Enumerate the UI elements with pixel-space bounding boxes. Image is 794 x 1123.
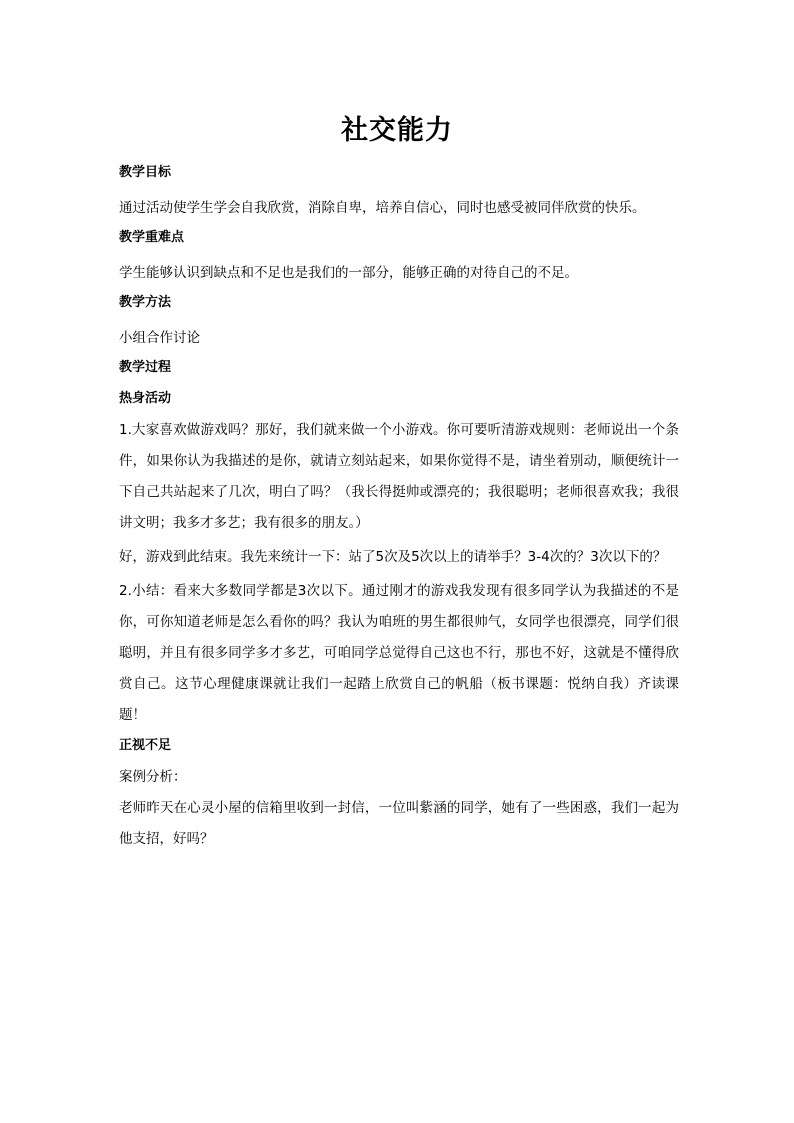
paragraph-key-difficulties: 学生能够认识到缺点和不足也是我们的一部分，能够正确的对待自己的不足。 bbox=[119, 265, 578, 281]
document-body bbox=[119, 162, 679, 855]
paragraph-summary: 2.小结：看来大多数同学都是3次以下。通过刚才的游戏我发现有很多同学认为我描述的不是你，可你知道老师是怎么看你的吗？我认为咱班的男生都很帅气，女同学也很漂亮，同学们很聪明，并且有很多同学多才多艺，可咱同学总觉得自己这也不行，那也不好，这就是不懂得欣赏自己。这节心理健康课就让我们一起踏上欣赏自己的帆船（板书课题：悦纳自我）齐读课题！ bbox=[119, 583, 679, 723]
section-heading-face-shortcomings: 正视不足 bbox=[119, 738, 172, 753]
paragraph-teaching-methods: 小组合作讨论 bbox=[119, 330, 200, 346]
paragraph-teaching-goals: 通过活动使学生学会自我欣赏，消除自卑，培养自信心，同时也感受被同伴欣赏的快乐。 bbox=[119, 200, 646, 216]
section-heading-teaching-goals: 教学目标 bbox=[119, 165, 172, 180]
paragraph-warmup-game: 1.大家喜欢做游戏吗？那好，我们就来做一个小游戏。你可要听清游戏规则：老师说出一个条件，如果你认为我描述的是你，就请立刻站起来，如果你觉得不是，请坐着别动，顺便统计一下自己共站起来了几次，明白了吗？（我长得挺帅或漂亮的；我很聪明；老师很喜欢我；我很讲文明；我多才多艺；我有很多的朋友。） bbox=[119, 422, 679, 531]
paragraph-case-analysis-label: 案例分析： bbox=[119, 769, 187, 785]
paragraph-case-letter: 老师昨天在心灵小屋的信箱里收到一封信，一位叫紫涵的同学，她有了一些困惑，我们一起为他支招，好吗？ bbox=[119, 800, 679, 847]
document-title: 社交能力 bbox=[341, 115, 453, 146]
section-heading-teaching-process: 教学过程 bbox=[119, 360, 172, 375]
section-heading-teaching-methods: 教学方法 bbox=[119, 295, 172, 310]
section-heading-warmup: 热身活动 bbox=[119, 391, 172, 406]
section-heading-key-difficulties: 教学重难点 bbox=[119, 230, 185, 245]
paragraph-game-end: 好，游戏到此结束。我先来统计一下：站了5次及5次以上的请举手？3-4次的？3次以下的？ bbox=[119, 549, 667, 565]
